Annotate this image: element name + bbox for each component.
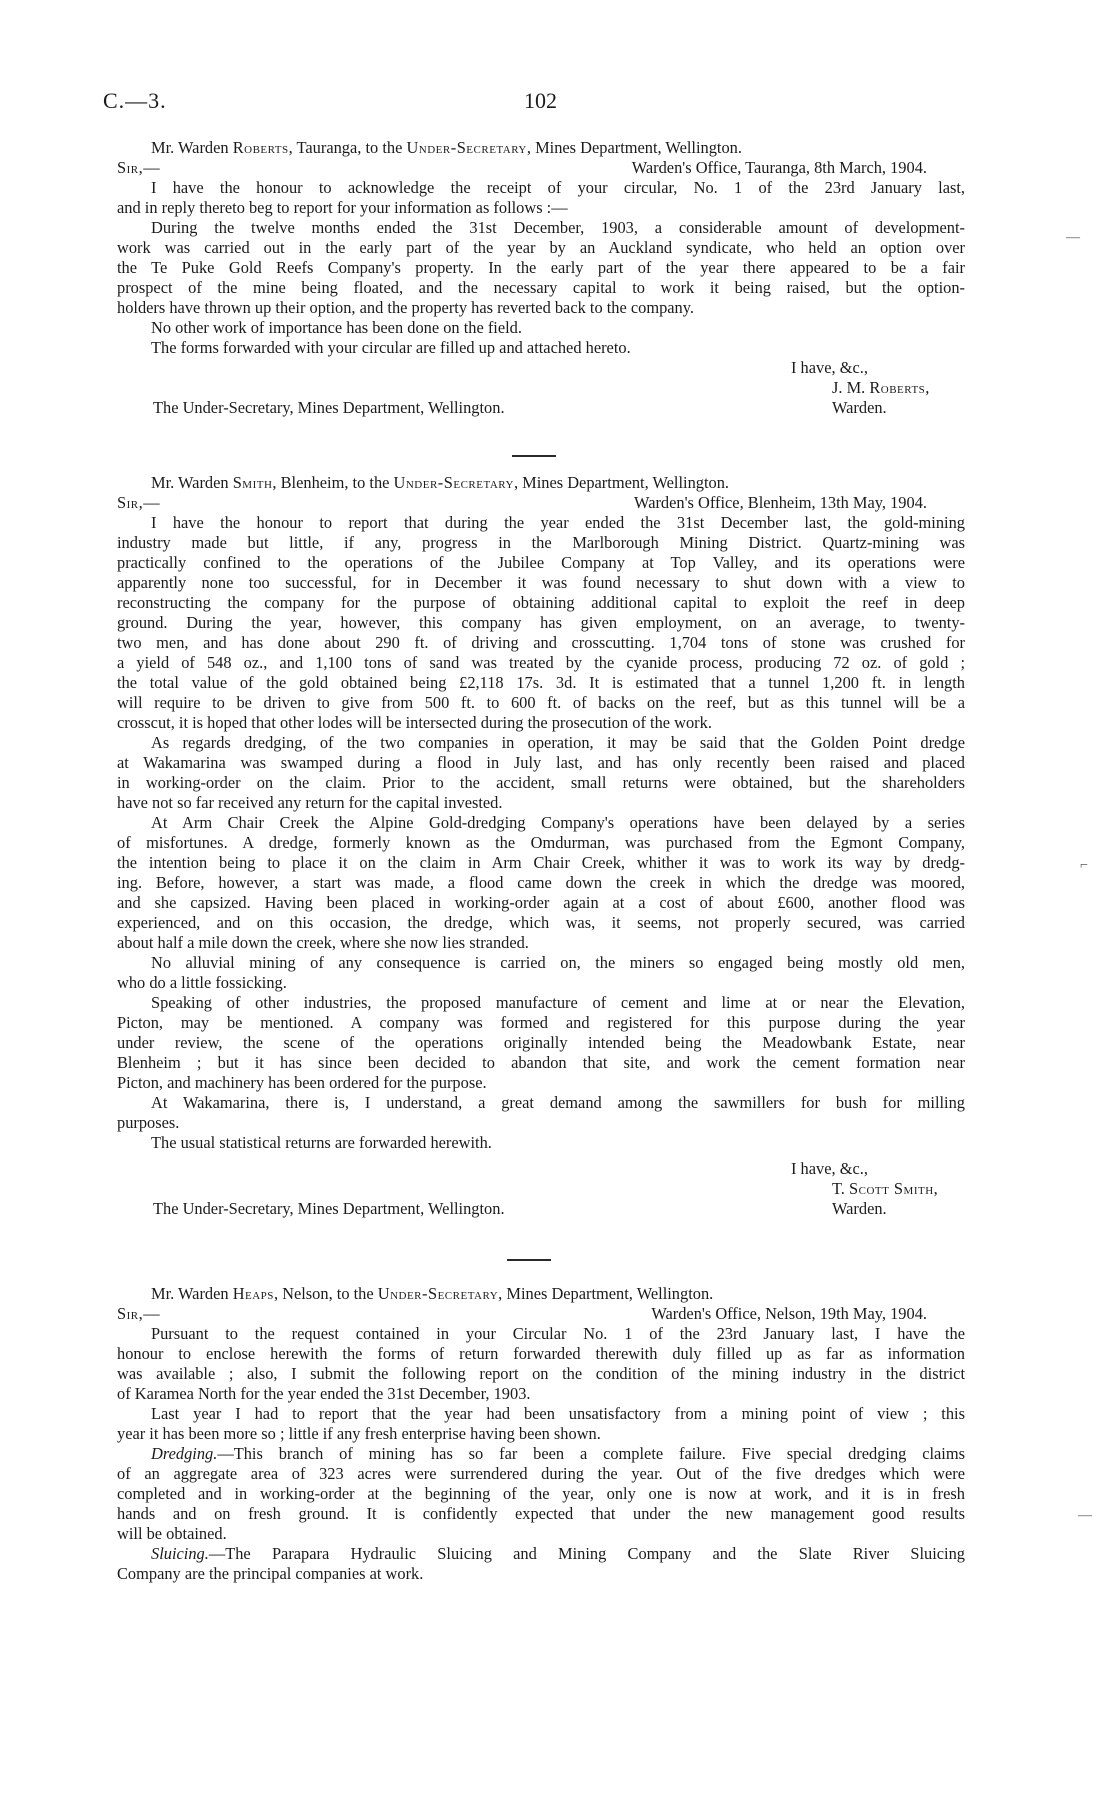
margin-mark: — <box>1078 1508 1092 1523</box>
letter-heading: Mr. Warden Smith, Blenheim, to the Under-Secretary, Mines Department, Wellington. <box>151 473 730 492</box>
paragraph-line: Speaking of other industries, the proposed manufacture of cement and lime at or near the Elevation, <box>151 993 965 1012</box>
paragraph-line: the intention being to place it on the claim in Arm Chair Creek, whither it was to work its way by dredg- <box>117 853 965 872</box>
dateline: Warden's Office, Blenheim, 13th May, 1904. <box>634 493 927 512</box>
salutation: Sir,— <box>117 1304 161 1323</box>
dateline: Warden's Office, Tauranga, 8th March, 1904. <box>631 158 927 177</box>
paragraph-line: two men, and has done about 290 ft. of driving and crosscutting. 1,704 tons of stone was crushed for <box>117 633 965 652</box>
paragraph-line: industry made but little, if any, progress in the Marlborough Mining District. Quartz-mining was <box>117 533 965 552</box>
paragraph-line: and in reply thereto beg to report for your information as follows :— <box>117 198 568 217</box>
paragraph-line: completed and in working-order at the beginning of the year, only one is now at work, and it is in fresh <box>117 1484 965 1503</box>
paragraph-line: At Wakamarina, there is, I understand, a great demand among the sawmillers for bush for milling <box>151 1093 965 1112</box>
paragraph-line: The usual statistical returns are forwarded herewith. <box>151 1133 492 1152</box>
paragraph-line: ground. During the year, however, this company has given employment, on an average, to twenty- <box>117 613 965 632</box>
letter-roberts <box>117 138 965 418</box>
paragraph-line: During the twelve months ended the 31st December, 1903, a considerable amount of development- <box>151 218 965 237</box>
paragraph-line: ing. Before, however, a start was made, a flood came down the creek in which the dredge was moored, <box>117 873 965 892</box>
paragraph-line: Company are the principal companies at work. <box>117 1564 424 1583</box>
paragraph-line: was available ; also, I submit the following report on the condition of the mining industry in the district <box>117 1364 965 1383</box>
paragraph-line: work was carried out in the early part of the year by an Auckland syndicate, who held an option over <box>117 238 965 257</box>
salutation: Sir,— <box>117 158 161 177</box>
paragraph-line: who do a little fossicking. <box>117 973 287 992</box>
paragraph-line: and she capsized. Having been placed in working-order again at a cost of about £600, another flood was <box>117 893 965 912</box>
paragraph-line: will be obtained. <box>117 1524 227 1543</box>
dateline: Warden's Office, Nelson, 19th May, 1904. <box>651 1304 927 1323</box>
addressee: The Under-Secretary, Mines Department, Wellington. <box>153 398 505 417</box>
paragraph-line: of Karamea North for the year ended the 31st December, 1903. <box>117 1384 531 1403</box>
salutation-row <box>117 1304 965 1324</box>
paragraph-line: holders have thrown up their option, and the property has reverted back to the company. <box>117 298 694 317</box>
paragraph-line: experienced, and on this occasion, the dredge, which was, it seems, not properly secured, was carried <box>117 913 965 932</box>
paragraph-line: At Arm Chair Creek the Alpine Gold-dredging Company's operations have been delayed by a series <box>151 813 965 832</box>
paragraph-line: I have the honour to acknowledge the receipt of your circular, No. 1 of the 23rd January last, <box>151 178 965 197</box>
paragraph-line: The forms forwarded with your circular are filled up and attached hereto. <box>151 338 631 357</box>
paragraph-line: I have the honour to report that during the year ended the 31st December last, the gold-mining <box>151 513 965 532</box>
paragraph-line: about half a mile down the creek, where she now lies stranded. <box>117 933 529 952</box>
paragraph-line: Dredging.—This branch of mining has so far been a complete failure. Five special dredging claims <box>151 1444 965 1463</box>
dredging-label: Dredging. <box>151 1444 218 1463</box>
addressee: The Under-Secretary, Mines Department, Wellington. <box>153 1199 505 1218</box>
paragraph-line: at Wakamarina was swamped during a flood in July last, and has only recently been raised and placed <box>117 753 965 772</box>
signature: T. Scott Smith, Warden. <box>832 1179 938 1218</box>
margin-mark: — <box>1066 230 1080 245</box>
section-rule <box>507 1259 551 1261</box>
margin-mark: ⌐ <box>1080 858 1088 873</box>
salutation-row <box>117 493 965 513</box>
paragraph-line: the Te Puke Gold Reefs Company's property. In the early part of the year there appeared to be a fair <box>117 258 965 277</box>
paragraph-line: the total value of the gold obtained being £2,118 17s. 3d. It is estimated that a tunnel 1,200 ft. in length <box>117 673 965 692</box>
letter-heaps <box>117 1284 965 1584</box>
paragraph-line: of misfortunes. A dredge, formerly known as the Omdurman, was purchased from the Egmont Company, <box>117 833 965 852</box>
closing: I have, &c., <box>791 358 868 377</box>
paragraph-line: under review, the scene of the operations originally intended being the Meadowbank Estate, near <box>117 1033 965 1052</box>
paragraph-line: As regards dredging, of the two companies in operation, it may be said that the Golden Point dredge <box>151 733 965 752</box>
paragraph-line: purposes. <box>117 1113 180 1132</box>
letter-heading: Mr. Warden Roberts, Tauranga, to the Under-Secretary, Mines Department, Wellington. <box>151 138 742 157</box>
paragraph-line: Last year I had to report that the year had been unsatisfactory from a mining point of view ; this <box>151 1404 965 1423</box>
paragraph-line: crosscut, it is hoped that other lodes will be intersected during the prosecution of the work. <box>117 713 712 732</box>
paragraph-line: apparently none too successful, for in December it was found necessary to shut down with a view to <box>117 573 965 592</box>
paragraph-line: Picton, and machinery has been ordered for the purpose. <box>117 1073 487 1092</box>
paragraph-line: practically confined to the operations of the Jubilee Company at Top Valley, and its operations were <box>117 553 965 572</box>
closing: I have, &c., <box>791 1159 868 1178</box>
signature: J. M. Roberts, Warden. <box>832 378 930 417</box>
paragraph-line: Picton, may be mentioned. A company was formed and registered for this purpose during the year <box>117 1013 965 1032</box>
salutation: Sir,— <box>117 493 161 512</box>
paragraph-line: prospect of the mine being floated, and the necessary capital to work it being raised, but the option- <box>117 278 965 297</box>
paragraph-line: honour to enclose herewith the forms of return forwarded therewith duly filled up as far as information <box>117 1344 965 1363</box>
paragraph-line: Blenheim ; but it has since been decided to abandon that site, and work the cement formation near <box>117 1053 965 1072</box>
paragraph-line: No alluvial mining of any consequence is carried on, the miners so engaged being mostly old men, <box>151 953 965 972</box>
paragraph-line: No other work of importance has been done on the field. <box>151 318 522 337</box>
paragraph-line: a yield of 548 oz., and 1,100 tons of sand was treated by the cyanide process, producing 72 oz. of gold ; <box>117 653 965 672</box>
section-rule <box>512 455 556 457</box>
paragraph-line: year it has been more so ; little if any fresh enterprise having been shown. <box>117 1424 601 1443</box>
letter-smith <box>117 473 965 1219</box>
paragraph-line: will require to be driven to give from 500 ft. to 600 ft. of backs on the reef, but as this tunnel will be a <box>117 693 965 712</box>
paragraph-line: of an aggregate area of 323 acres were surrendered during the year. Out of the five dredges which were <box>117 1464 965 1483</box>
paragraph-line: in working-order on the claim. Prior to the accident, small returns were obtained, but the shareholders <box>117 773 965 792</box>
salutation-row <box>117 158 965 178</box>
series-label: C.—3. <box>103 88 167 113</box>
sluicing-label: Sluicing. <box>151 1544 209 1563</box>
paragraph-line: Pursuant to the request contained in your Circular No. 1 of the 23rd January last, I have the <box>151 1324 965 1343</box>
letter-heading: Mr. Warden Heaps, Nelson, to the Under-Secretary, Mines Department, Wellington. <box>151 1284 714 1303</box>
paragraph-line: Sluicing.—The Parapara Hydraulic Sluicing and Mining Company and the Slate River Sluicing <box>151 1544 965 1563</box>
paragraph-line: reconstructing the company for the purpose of obtaining additional capital to exploit the reef in deep <box>117 593 965 612</box>
page-number: 102 <box>524 88 557 113</box>
paragraph-line: have not so far received any return for the capital invested. <box>117 793 503 812</box>
paragraph-line: hands and on fresh ground. It is confidently expected that under the new management good results <box>117 1504 965 1523</box>
